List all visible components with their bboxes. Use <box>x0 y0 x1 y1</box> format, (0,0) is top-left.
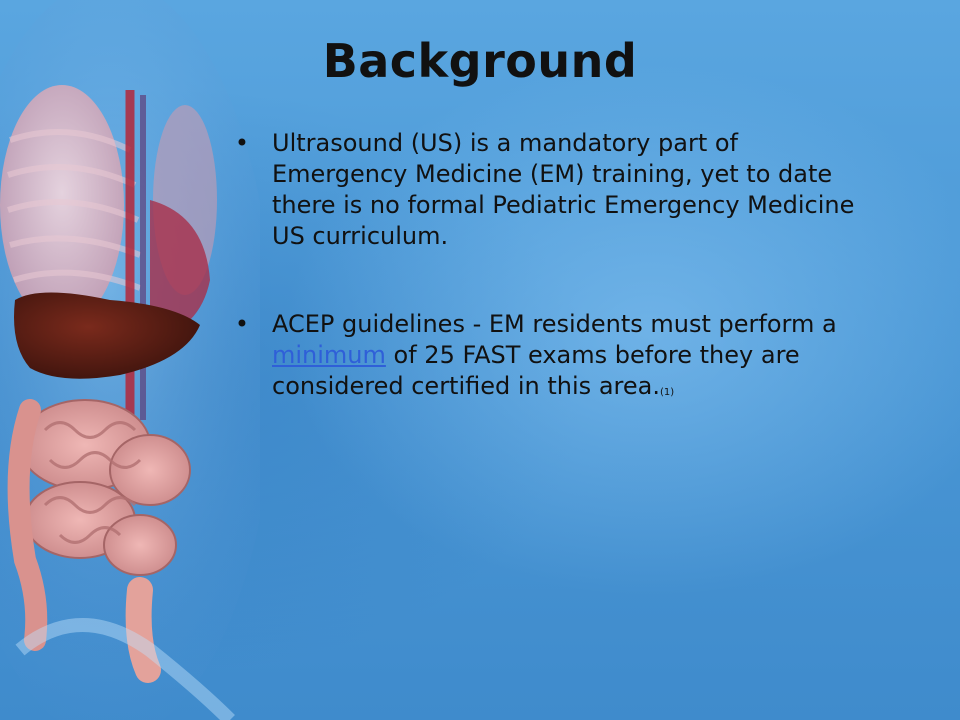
bullet-item <box>232 128 872 252</box>
bullet-marker: • <box>234 310 250 338</box>
citation-marker: (1) <box>659 387 675 398</box>
anatomy-illustration <box>0 0 260 720</box>
bullet-text-before-link: ACEP guidelines - EM residents must perform a <box>272 310 837 338</box>
bullet-text: Ultrasound (US) is a mandatory part of Emergency Medicine (EM) training, yet to date there is no formal Pediatric Emergency Medicine US curriculum. <box>272 129 855 250</box>
minimum-link[interactable]: minimum <box>272 341 386 369</box>
slide-title: Background <box>322 34 638 88</box>
bullet-list <box>232 128 872 408</box>
bullet-text-after-link: of 25 FAST exams before they are considered certified in this area. <box>272 341 800 400</box>
bullet-marker: • <box>234 129 250 157</box>
bullet-item <box>232 309 872 408</box>
